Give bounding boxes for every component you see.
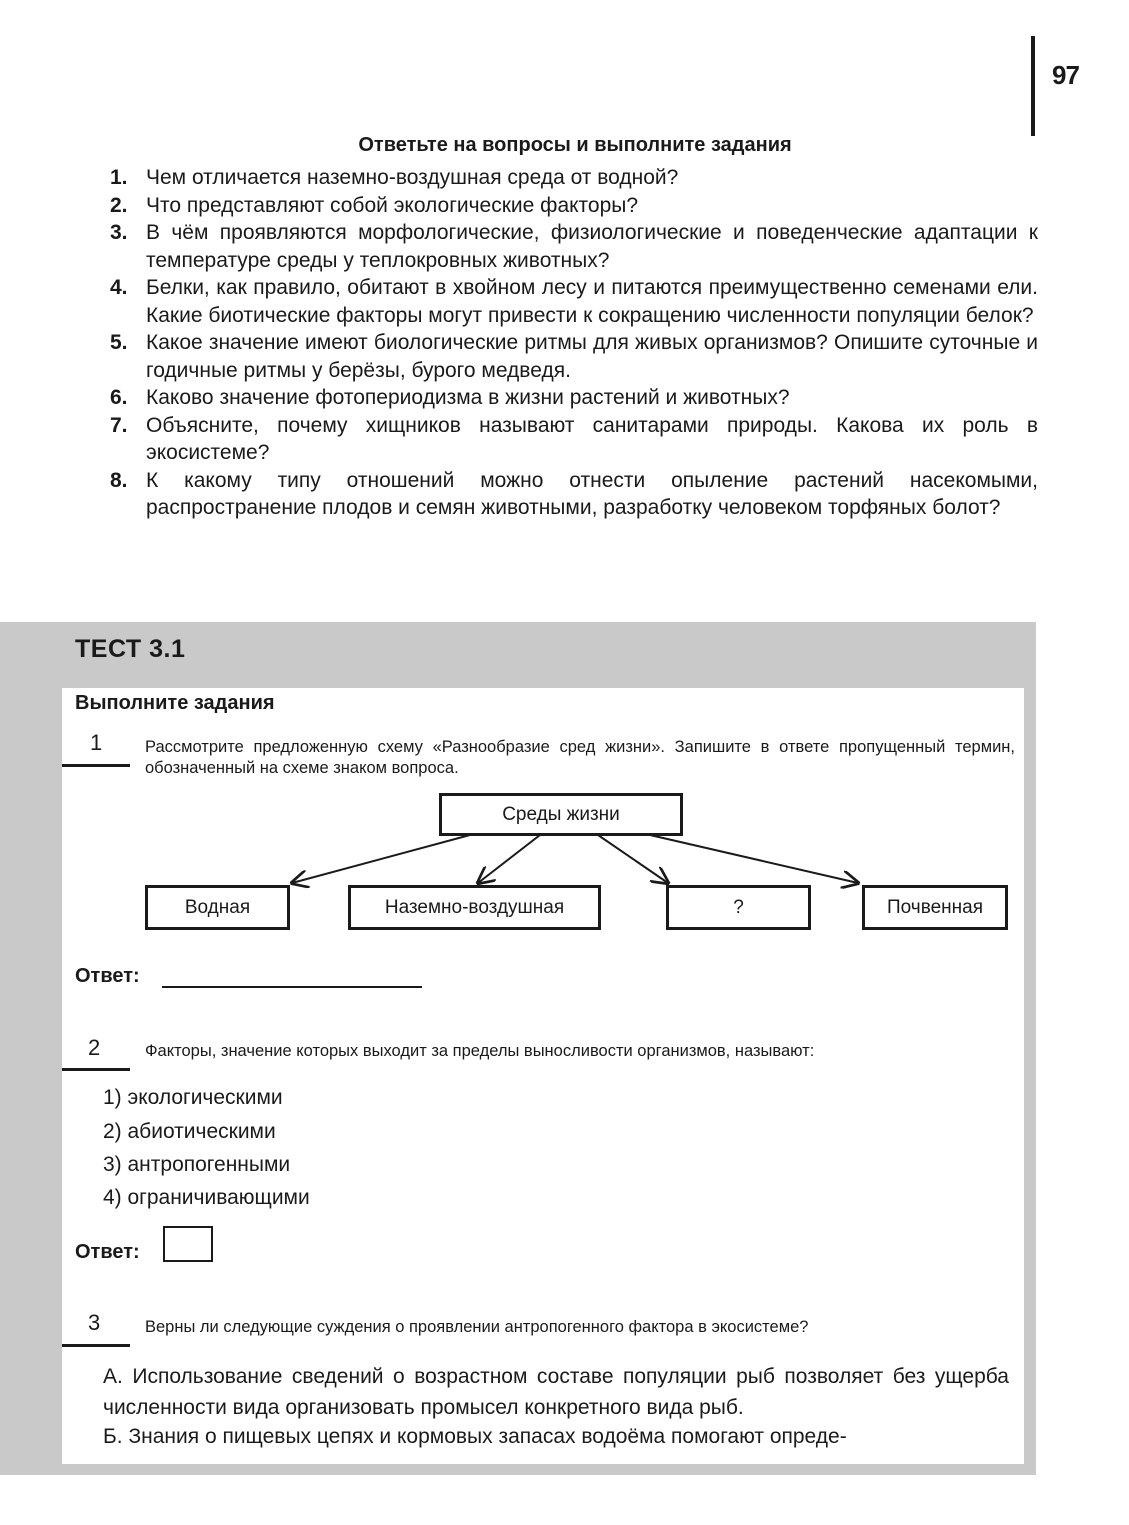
question-number: 7. xyxy=(110,413,128,437)
diagram-root-box: Среды жизни xyxy=(439,793,683,836)
question-number: 2. xyxy=(110,193,128,217)
arrow-to-soil xyxy=(650,835,858,883)
task-2-option: 4) ограничивающими xyxy=(103,1186,310,1209)
answer-label-task-1: Ответ: xyxy=(75,965,140,987)
arrow-to-water xyxy=(292,835,470,883)
task-2-text: Факторы, значение которых выходит за пределы выносливости организмов, называют: xyxy=(145,1042,815,1060)
diagram-box-soil: Почвенная xyxy=(862,885,1008,930)
question-text: Что представляют собой экологические факторы? xyxy=(146,193,639,217)
answer-box-task-2[interactable] xyxy=(163,1226,213,1262)
task-1-text: Рассмотрите предложенную схему «Разнообразие сред жизни». Запишите в ответе пропущенный термин, обозначенный на схеме знаком вопроса. xyxy=(145,738,1015,777)
task-2-rule xyxy=(62,1068,130,1071)
test-subtitle: Выполните задания xyxy=(75,692,275,714)
answer-label-task-2: Ответ: xyxy=(75,1241,140,1263)
task-2-option: 3) антропогенными xyxy=(103,1153,291,1176)
question-number: 4. xyxy=(110,276,128,299)
questions-title: Ответьте на вопросы и выполните задания xyxy=(358,134,792,156)
question-number: 6. xyxy=(110,386,128,409)
question-text: Какое значение имеют биологические ритмы для живых организмов? Опишите суточные и годичные ритмы у берёзы, бурого медведя. xyxy=(146,331,1038,382)
question-text: Чем отличается наземно-воздушная среда от водной? xyxy=(146,166,679,189)
arrow-to-ground-air xyxy=(478,835,540,883)
question-text: В чём проявляются морфологические, физиологические и поведенческие адаптации к температуре среды у теплокровных животных? xyxy=(146,221,1038,272)
test-title: ТЕСТ 3.1 xyxy=(75,635,186,663)
question-number: 5. xyxy=(110,331,128,354)
page-number: 97 xyxy=(1052,60,1079,90)
question-number: 1. xyxy=(110,166,128,189)
task-3-rule xyxy=(62,1344,130,1347)
question-number: 3. xyxy=(110,221,128,244)
question-text: Каково значение фотопериодизма в жизни растений и животных? xyxy=(146,386,790,409)
task-3-text: Верны ли следующие суждения о проявлении антропогенного фактора в экосистеме? xyxy=(145,1318,809,1336)
task-2-option: 2) абиотическими xyxy=(103,1120,276,1143)
arrow-to-unknown xyxy=(598,835,668,883)
diagram-box-ground-air: Наземно-воздушная xyxy=(348,885,601,930)
diagram-box-unknown: ? xyxy=(666,885,811,930)
question-text: Белки, как правило, обитают в хвойном лесу и питаются преимущественно семенами ели. Какие биотические факторы могут привести к сокращению численности популяции белок? xyxy=(146,276,1038,327)
task-2-number: 2 xyxy=(88,1035,101,1060)
task-3-number: 3 xyxy=(88,1310,101,1335)
diagram-box-water: Водная xyxy=(145,885,290,930)
task-2-option: 1) экологическими xyxy=(103,1086,283,1109)
question-text: Объясните, почему хищников называют санитарами природы. Какова их роль в экосистеме? xyxy=(146,413,1038,464)
task-3-statement-a: А. Использование сведений о возрастном составе популяции рыб позволяет без ущерба численности вида организовать промысел конкретного вида рыб. xyxy=(103,1365,1009,1419)
question-text: К какому типу отношений можно отнести опыление растений насекомыми, распространение плодов и семян животными, разработку человеком торфяных болот? xyxy=(146,468,1038,519)
task-3-statement-b: Б. Знания о пищевых цепях и кормовых запасах водоёма помогают опреде- xyxy=(103,1425,847,1448)
answer-line-task-1[interactable] xyxy=(162,986,422,988)
task-1-number: 1 xyxy=(90,730,103,755)
question-number: 8. xyxy=(110,468,128,492)
